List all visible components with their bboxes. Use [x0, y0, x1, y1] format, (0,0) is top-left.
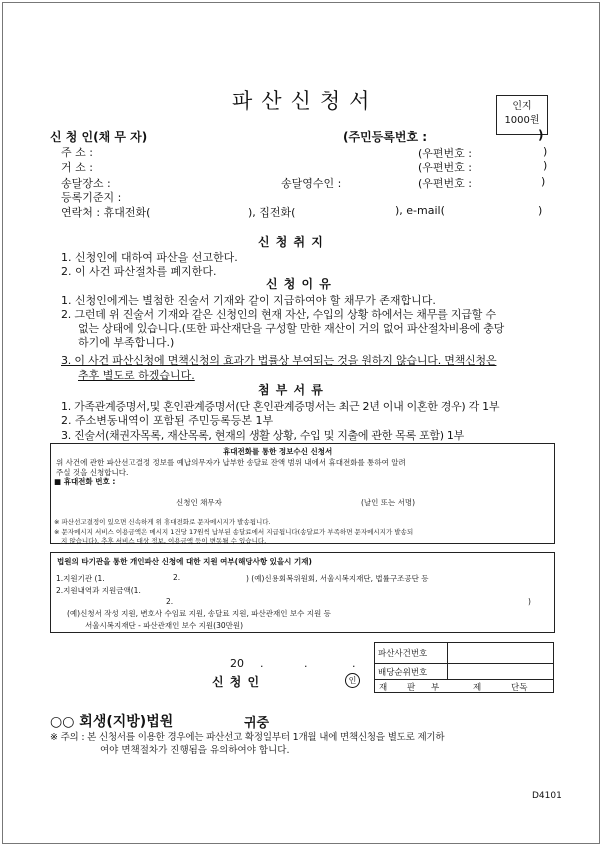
seal-mark: 인: [345, 673, 360, 688]
signer-label: 신 청 인: [212, 675, 261, 689]
case-number-table: [374, 642, 554, 693]
dividend-number-label: 배당순위번호: [375, 664, 448, 680]
purpose-item-2: 2. 이 사건 파산절차를 폐지한다.: [61, 265, 217, 278]
table-row: [375, 680, 554, 693]
service-recipient-label: 송달영수인 :: [281, 177, 342, 190]
residence-label: 거 소 :: [61, 161, 93, 174]
date-dot-3: .: [352, 657, 356, 670]
date-dot-1: .: [260, 657, 264, 670]
sms-note-1: ※ 파산선고결정이 있으면 신속하게 위 휴대전화로 문자메시지가 발송됩니다.: [54, 518, 271, 526]
aid-info-box: [50, 552, 555, 633]
address-label: 주 소 :: [61, 146, 93, 159]
reason-line-3b: 추후 별도로 하겠습니다.: [78, 369, 195, 382]
reason-line-2b: 없는 상태에 있습니다.(또한 파산재단을 구성할 만한 재산이 거의 없어 파산절차비용에 충당: [78, 322, 505, 335]
sms-note-2: ※ 문자메시지 서비스 이용금액은 메시지 1건당 17원씩 납부된 송달료에서 지급됩니다(송달료가 부족하면 문자메시지가 발송되: [54, 528, 414, 536]
footnote-line-2: 여야 면책절차가 진행됨을 유의하여야 합니다.: [100, 745, 290, 756]
reason-heading: 신 청 이 유: [266, 277, 332, 291]
sms-body-2: 주실 것을 신청합니다.: [56, 468, 129, 477]
registration-base-label: 등록기준지 :: [61, 191, 122, 204]
court-division-row: [375, 680, 554, 693]
sms-signer: 신청인 채무자: [176, 498, 222, 507]
rrn-close: ): [538, 128, 544, 142]
form-code: D4101: [532, 791, 562, 801]
sms-body-1: 위 사건에 관한 파산선고결정 정보를 예납의무자가 납부한 송달료 잔액 범위 내에서 휴대전화를 통하여 알려: [56, 458, 406, 467]
court-name: ○○ 회생(지방)법원: [50, 714, 174, 730]
reason-line-2c: 하기에 부족합니다.): [78, 336, 175, 349]
date-dot-2: .: [304, 657, 308, 670]
email-label: ), e-mail(: [395, 204, 445, 217]
date-year: 20: [230, 657, 244, 670]
aid-line-1-item-2: 2.: [173, 573, 181, 582]
email-close: ): [538, 204, 543, 217]
stamp-amount: 1000원: [504, 115, 540, 126]
attachments-heading: 첨 부 서 류: [258, 383, 324, 397]
aid-line-1-example: ) (예)신용회복위원회, 서울시복지재단, 법률구조공단 등: [246, 574, 429, 583]
postal-close-1: ): [543, 145, 548, 158]
table-row: [375, 664, 554, 680]
aid-line-3: (예)신청서 작성 지원, 변호사 수임료 지원, 송달료 지원, 파산관재인 보수 지원 등: [67, 609, 331, 618]
sms-heading: 휴대전화를 통한 정보수신 신청서: [223, 447, 333, 456]
aid-line-4: 서울시복지재단 - 파산관재인 보수 지원(30만원): [85, 621, 244, 630]
sms-sign-note: (날인 또는 서명): [361, 498, 416, 507]
attachment-item-1: 1. 가족관계증명서,및 혼인관계증명서(단 혼인관계증명서는 최근 2년 이내 이혼한 경우) 각 1부: [61, 400, 500, 413]
stamp-label: 인지: [512, 101, 532, 112]
home-phone-label: ), 집전화(: [248, 206, 296, 219]
postal-close-2: ): [543, 159, 548, 172]
postal-code-1: (우편번호 :: [418, 147, 472, 160]
service-place-label: 송달장소 :: [61, 177, 111, 190]
page-title: 파산신청서: [232, 89, 379, 113]
purpose-item-1: 1. 신청인에 대하여 파산을 선고한다.: [61, 251, 238, 264]
court-suffix: 귀중: [244, 716, 270, 731]
reason-line-1: 1. 신청인에게는 별첨한 진술서 기재와 같이 지급하여야 할 채무가 존재합니다.: [61, 294, 436, 307]
division-char-4: 제: [473, 683, 482, 693]
aid-line-2-close: ): [528, 597, 531, 606]
aid-line-2-item-2: 2.: [166, 597, 174, 606]
mobile-phone-label: 연락처 : 휴대전화(: [61, 206, 151, 219]
postal-close-3: ): [541, 175, 546, 188]
attachment-item-2: 2. 주소변동내역이 포함된 주민등록등본 1부: [61, 414, 274, 427]
table-row: [375, 643, 554, 664]
postal-code-2: (우편번호 :: [418, 161, 472, 174]
aid-heading: 법원의 타기관을 통한 개인파산 신청에 대한 지원 여부(해당사항 있을시 기재): [57, 557, 312, 566]
aid-line-2: 2.지원내역과 지원금액(1.: [56, 586, 141, 595]
purpose-heading: 신 청 취 지: [258, 235, 324, 249]
footnote-line-1: ※ 주의 : 본 신청서를 이용한 경우에는 파산선고 확정일부터 1개월 내에 면책신청을 별도로 제기하: [50, 732, 445, 743]
division-sole: 단독: [511, 683, 528, 693]
division-char-2: 판: [407, 683, 416, 693]
aid-line-1: 1.지원기관 (1.: [56, 574, 105, 583]
rrn-label: (주민등록번호 :: [343, 130, 428, 144]
sms-notice-box: [50, 443, 555, 544]
case-number-label: 파산사건번호: [375, 643, 448, 664]
case-number-cell: [448, 643, 554, 664]
reason-line-2a: 2. 그런데 위 진술서 기재와 같은 신청인의 현재 자산, 수입의 상황 하에서는 채무를 지급할 수: [61, 308, 496, 321]
postal-code-3: (우편번호 :: [418, 177, 472, 190]
reason-line-3a: 3. 이 사건 파산신청에 면책신청의 효과가 법률상 부여되는 것을 원하지 않습니다. 면책신청은: [61, 354, 497, 367]
dividend-number-cell: [448, 664, 554, 680]
sms-note-3: 지 않습니다). 추후 서비스 대상 정보, 이용금액 등이 변동될 수 있습니다.: [61, 537, 267, 545]
sms-phone-label: ■ 휴대전화 번호 :: [54, 477, 116, 486]
applicant-heading: 신 청 인(채 무 자): [50, 130, 148, 144]
attachment-item-3: 3. 진술서(채권자목록, 재산목록, 현재의 생활 상황, 수입 및 지출에 관한 목록 포함) 1부: [61, 429, 464, 442]
division-char-3: 부: [431, 683, 440, 693]
division-char-1: 재: [379, 683, 388, 693]
